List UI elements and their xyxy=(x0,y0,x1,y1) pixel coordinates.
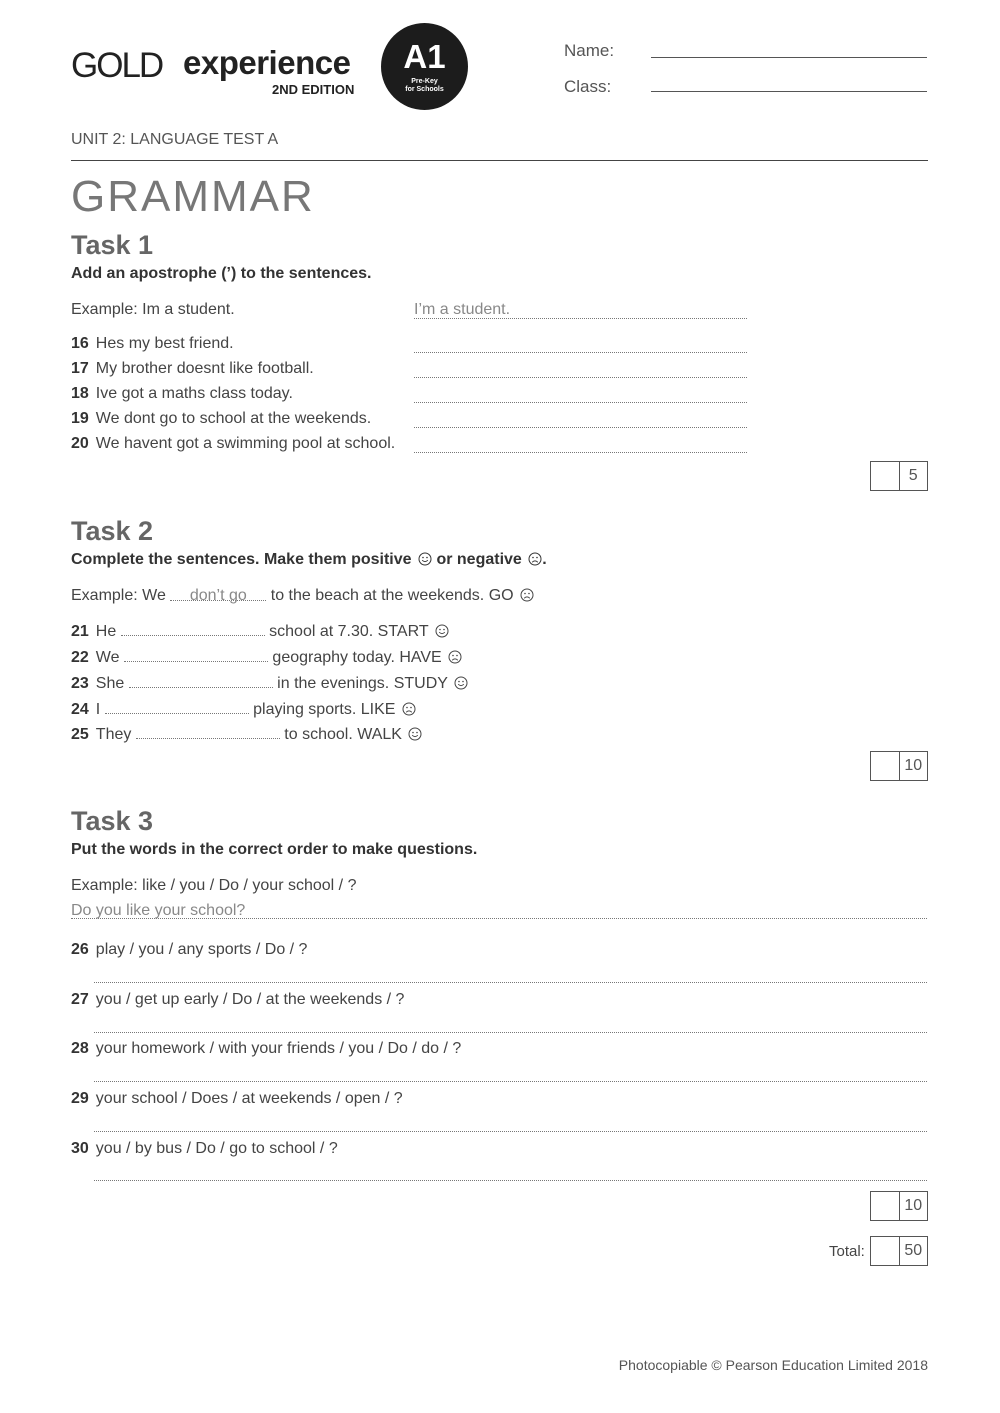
item-text: you / by bus / Do / go to school / ? xyxy=(95,1140,338,1157)
task3-score-box xyxy=(870,1191,928,1221)
level-badge-subtitle xyxy=(381,78,468,94)
answer-line-20[interactable] xyxy=(414,452,747,453)
task3-example-prompt: Example: like / you / Do / your school / ? xyxy=(71,877,357,894)
answer-line-18[interactable] xyxy=(414,402,747,403)
score-input[interactable] xyxy=(871,1237,900,1265)
smiley-positive-icon xyxy=(454,676,468,690)
smiley-positive-icon xyxy=(435,624,449,638)
task1-score-box xyxy=(870,461,928,491)
header-divider xyxy=(71,160,928,161)
task2-item xyxy=(71,674,468,693)
class-label: Class: xyxy=(564,77,612,96)
item-number: 29 xyxy=(71,1090,89,1107)
item-text: your homework / with your friends / you / Do / do / ? xyxy=(95,1040,462,1057)
task2-score-box xyxy=(870,751,928,781)
score-input[interactable] xyxy=(871,1192,900,1220)
task2-item xyxy=(71,700,416,719)
task1-item xyxy=(71,435,395,453)
answer-blank-23[interactable] xyxy=(129,674,273,688)
level-badge xyxy=(381,23,468,110)
task3-instruction: Put the words in the correct order to make questions. xyxy=(71,841,478,858)
task1-example-line xyxy=(414,318,747,319)
answer-line-29[interactable] xyxy=(94,1131,927,1132)
score-max: 10 xyxy=(904,1197,923,1214)
item-text: your school / Does / at weekends / open / ? xyxy=(95,1090,403,1107)
task3-item xyxy=(71,1090,403,1108)
answer-blank-24[interactable] xyxy=(105,700,249,714)
answer-line-28[interactable] xyxy=(94,1081,927,1082)
task1-example-prompt: Example: Im a student. xyxy=(71,301,235,318)
item-rest: in the evenings. STUDY xyxy=(277,675,448,692)
example-pre: Example: We xyxy=(71,587,166,604)
task1-instruction: Add an apostrophe (’) to the sentences. xyxy=(71,265,372,282)
item-text: Ive got a maths class today. xyxy=(95,385,293,402)
class-field[interactable] xyxy=(651,91,927,92)
logo-edition: 2ND EDITION xyxy=(272,82,355,97)
unit-title: UNIT 2: LANGUAGE TEST A xyxy=(71,131,279,148)
task2-example xyxy=(71,587,534,605)
answer-line-27[interactable] xyxy=(94,1032,927,1033)
task3-title: Task 3 xyxy=(71,806,154,836)
item-number: 24 xyxy=(71,701,89,718)
answer-line-30[interactable] xyxy=(94,1180,927,1181)
task1-item xyxy=(71,410,371,428)
item-number: 21 xyxy=(71,623,89,640)
smiley-negative-icon xyxy=(402,702,416,716)
item-subject: I xyxy=(95,701,101,718)
task1-item xyxy=(71,335,234,353)
task3-item xyxy=(71,941,307,959)
instruction-or: or negative xyxy=(436,551,522,568)
item-number: 20 xyxy=(71,435,89,452)
smiley-negative-icon xyxy=(520,588,534,602)
instruction-text: Complete the sentences. Make them positive xyxy=(71,551,412,568)
item-text: you / get up early / Do / at the weekends / ? xyxy=(95,991,405,1008)
total-label: Total: xyxy=(829,1243,865,1260)
answer-line-17[interactable] xyxy=(414,377,747,378)
score-input[interactable] xyxy=(871,752,900,780)
item-subject: They xyxy=(95,726,132,743)
smiley-positive-icon xyxy=(408,727,422,741)
item-rest: school at 7.30. START xyxy=(269,623,429,640)
answer-blank-21[interactable] xyxy=(121,622,265,636)
task2-item xyxy=(71,622,449,641)
item-rest: to school. WALK xyxy=(284,726,402,743)
task1-item xyxy=(71,360,314,378)
item-rest: playing sports. LIKE xyxy=(253,701,396,718)
total-score-box xyxy=(870,1236,928,1266)
footer-copyright: Photocopiable © Pearson Education Limited 2018 xyxy=(618,1357,928,1373)
score-input[interactable] xyxy=(871,462,900,490)
item-text: Hes my best friend. xyxy=(95,335,234,352)
logo-gold: GOLD xyxy=(71,46,163,85)
item-number: 26 xyxy=(71,941,89,958)
level-badge-title: A1 xyxy=(403,38,446,75)
item-number: 27 xyxy=(71,991,89,1008)
task2-title: Task 2 xyxy=(71,516,154,546)
task3-example-line xyxy=(71,918,927,919)
section-title: GRAMMAR xyxy=(71,172,315,221)
task2-instruction: Complete the sentences. Make them positive or negative . xyxy=(71,551,547,568)
score-max: 5 xyxy=(908,467,918,484)
logo-experience: experience xyxy=(183,44,351,81)
item-subject: We xyxy=(95,649,120,666)
task2-item xyxy=(71,725,422,744)
item-number: 30 xyxy=(71,1140,89,1157)
task3-item xyxy=(71,1040,461,1058)
example-post: to the beach at the weekends. GO xyxy=(270,587,514,604)
item-number: 16 xyxy=(71,335,89,352)
item-text: play / you / any sports / Do / ? xyxy=(95,941,308,958)
item-number: 19 xyxy=(71,410,89,427)
item-subject: She xyxy=(95,675,125,692)
item-number: 25 xyxy=(71,726,89,743)
item-subject: He xyxy=(95,623,117,640)
task1-title: Task 1 xyxy=(71,230,154,260)
item-number: 22 xyxy=(71,649,89,666)
smiley-positive-icon xyxy=(418,552,432,566)
task3-item xyxy=(71,991,404,1009)
name-label: Name: xyxy=(564,41,615,60)
score-max: 10 xyxy=(904,757,923,774)
task1-example-answer: I’m a student. xyxy=(414,301,511,318)
item-text: We dont go to school at the weekends. xyxy=(95,410,372,427)
item-number: 18 xyxy=(71,385,89,402)
item-number: 23 xyxy=(71,675,89,692)
item-number: 28 xyxy=(71,1040,89,1057)
item-rest: geography today. HAVE xyxy=(272,649,442,666)
task3-example-answer: Do you like your school? xyxy=(71,902,246,919)
smiley-negative-icon xyxy=(528,552,542,566)
task2-item xyxy=(71,648,462,667)
answer-line-26[interactable] xyxy=(94,982,927,983)
answer-line-16[interactable] xyxy=(414,352,747,353)
answer-blank-22[interactable] xyxy=(124,648,268,662)
answer-blank-25[interactable] xyxy=(136,725,280,739)
item-text: My brother doesnt like football. xyxy=(95,360,314,377)
task1-item xyxy=(71,385,293,403)
item-number: 17 xyxy=(71,360,89,377)
smiley-negative-icon xyxy=(448,650,462,664)
answer-line-19[interactable] xyxy=(414,427,747,428)
score-max: 50 xyxy=(904,1242,923,1259)
name-field[interactable] xyxy=(651,57,927,58)
example-answer: don’t go xyxy=(170,587,266,601)
task3-item xyxy=(71,1140,338,1158)
level-badge-sub-1: Pre-Key xyxy=(411,78,438,85)
level-badge-sub-2: for Schools xyxy=(405,86,444,93)
item-text: We havent got a swimming pool at school. xyxy=(95,435,396,452)
